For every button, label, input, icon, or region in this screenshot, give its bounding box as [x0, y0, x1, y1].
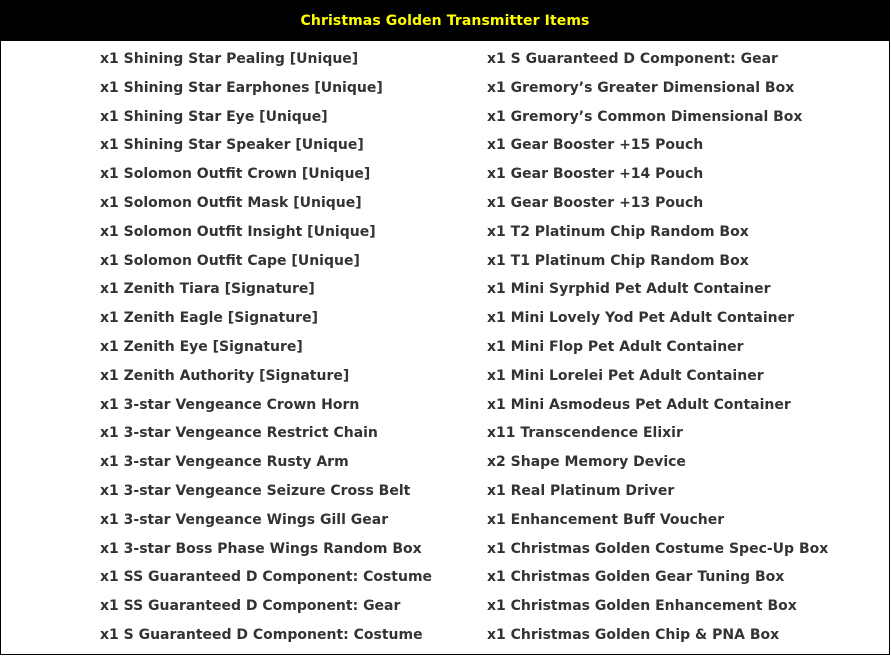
- list-item: x1 Gremory’s Greater Dimensional Box: [487, 79, 795, 96]
- list-item: x1 Christmas Golden Chip & PNA Box: [487, 626, 780, 643]
- list-item: x1 Christmas Golden Costume Spec-Up Box: [487, 540, 829, 557]
- list-item: x1 Shining Star Speaker [Unique]: [100, 137, 364, 154]
- list-item: x1 T1 Platinum Chip Random Box: [487, 252, 749, 269]
- list-item: x1 3-star Vengeance Wings Gill Gear: [100, 511, 389, 528]
- list-item: x1 Solomon Outfit Insight [Unique]: [100, 223, 376, 240]
- list-item: x1 Mini Asmodeus Pet Adult Container: [487, 396, 791, 413]
- list-item: x1 Mini Syrphid Pet Adult Container: [487, 281, 771, 298]
- list-item: x1 3-star Vengeance Seizure Cross Belt: [100, 482, 411, 499]
- list-item: x1 Shining Star Pealing [Unique]: [100, 51, 359, 67]
- table-header: [1, 0, 889, 41]
- list-item: x1 Enhancement Buff Voucher: [487, 511, 725, 528]
- list-item: x1 3-star Boss Phase Wings Random Box: [100, 540, 422, 557]
- list-item: x1 T2 Platinum Chip Random Box: [487, 223, 749, 240]
- list-item: x1 SS Guaranteed D Component: Costume: [100, 569, 433, 586]
- list-item: x1 Zenith Tiara [Signature]: [100, 281, 315, 298]
- list-item: x2 Shape Memory Device: [487, 454, 686, 471]
- list-item: x1 S Guaranteed D Component: Gear: [487, 51, 778, 67]
- list-item: x1 3-star Vengeance Rusty Arm: [100, 454, 349, 471]
- list-item: x1 Solomon Outfit Cape [Unique]: [100, 252, 360, 269]
- right-item-list: [487, 45, 828, 650]
- list-item: x1 SS Guaranteed D Component: Gear: [100, 598, 401, 615]
- list-item: x1 Zenith Eye [Signature]: [100, 338, 303, 355]
- list-item: x1 Gear Booster +14 Pouch: [487, 166, 704, 183]
- list-item: x1 Gear Booster +15 Pouch: [487, 137, 704, 154]
- list-item: x1 Mini Lovely Yod Pet Adult Container: [487, 310, 795, 327]
- list-item: x1 Mini Flop Pet Adult Container: [487, 338, 744, 355]
- list-item: x11 Transcendence Elixir: [487, 425, 683, 442]
- table-title: Christmas Golden Transmitter Items: [300, 12, 590, 29]
- list-item: x1 Mini Lorelei Pet Adult Container: [487, 367, 764, 384]
- list-item: x1 3-star Vengeance Crown Horn: [100, 396, 360, 413]
- list-item: x1 Shining Star Eye [Unique]: [100, 108, 328, 125]
- list-item: x1 Solomon Outfit Mask [Unique]: [100, 194, 362, 211]
- list-item: x1 Gear Booster +13 Pouch: [487, 194, 704, 211]
- list-item: x1 S Guaranteed D Component: Costume: [100, 626, 423, 643]
- list-item: x1 Zenith Authority [Signature]: [100, 367, 350, 384]
- left-item-list: [100, 45, 432, 650]
- list-item: x1 Real Platinum Driver: [487, 482, 675, 499]
- list-item: x1 Zenith Eagle [Signature]: [100, 310, 318, 327]
- list-item: x1 Christmas Golden Enhancement Box: [487, 598, 797, 615]
- list-item: x1 Christmas Golden Gear Tuning Box: [487, 569, 785, 586]
- list-item: x1 3-star Vengeance Restrict Chain: [100, 425, 378, 442]
- list-item: x1 Solomon Outfit Crown [Unique]: [100, 166, 371, 183]
- list-item: x1 Gremory’s Common Dimensional Box: [487, 108, 803, 125]
- list-item: x1 Shining Star Earphones [Unique]: [100, 79, 383, 96]
